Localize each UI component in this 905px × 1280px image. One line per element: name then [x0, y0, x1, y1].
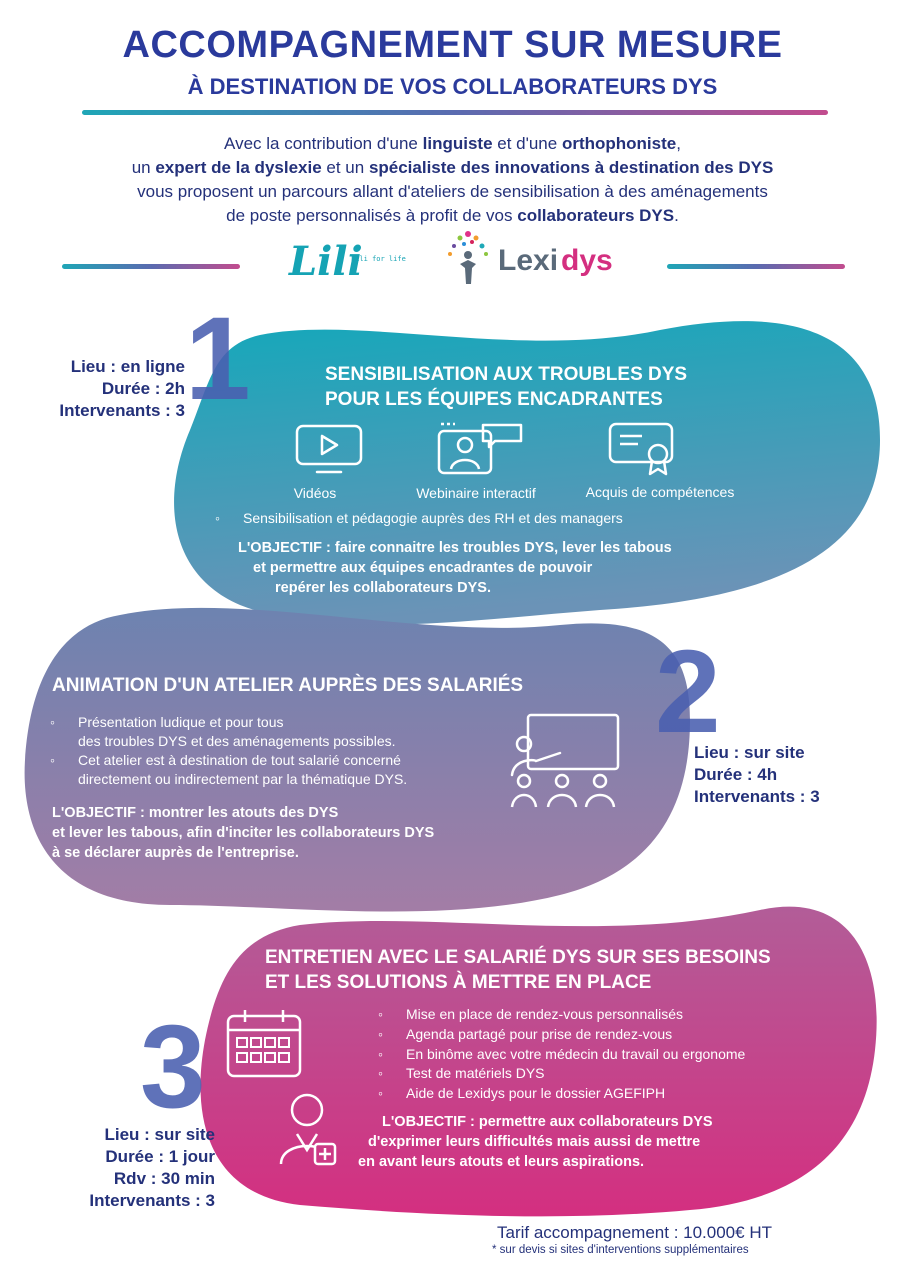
list-item: ◦ Aide de Lexidys pour le dossier AGEFIPH — [378, 1085, 666, 1102]
section1-title: SENSIBILISATION AUX TROUBLES DYS POUR LES ÉQUIPES ENCADRANTES — [325, 364, 688, 410]
section1-bullets — [215, 509, 623, 528]
icon-label-webinar: Webinaire interactif — [416, 485, 536, 501]
section3-info: Lieu : sur site Durée : 1 jour Rdv : 30 min Intervenants : 3 — [89, 1125, 215, 1210]
logo-divider-left — [62, 264, 240, 269]
icon-label-videos: Vidéos — [293, 485, 337, 501]
section2-bullets — [50, 713, 408, 789]
section3-title: ENTRETIEN AVEC LE SALARIÉ DYS SUR SES BESOINS ET LES SOLUTIONS À METTRE EN PLACE — [265, 947, 771, 993]
section3-bullets — [378, 1005, 746, 1104]
section2-objective: L'OBJECTIF : montrer les atouts des DYS et lever les tabous, afin d'inciter les collaborateurs DYS à se déclarer auprès de l'entreprise. — [52, 805, 435, 861]
section1-info: Lieu : en ligne Durée : 2h Intervenants : 3 — [59, 357, 185, 420]
list-item: ◦ Agenda partagé pour prise de rendez-vous — [378, 1025, 673, 1042]
list-item: ◦ Cet atelier est à destination de tout salarié concerné directement ou indirectement par la thématique DYS. — [50, 752, 408, 787]
step-number-1: 1 — [185, 293, 251, 425]
page-subtitle: À DESTINATION DE VOS COLLABORATEURS DYS — [187, 74, 718, 99]
lili-logo: Lili Lili for life — [289, 238, 406, 285]
step-number-3: 3 — [140, 1001, 206, 1133]
intro-text: Avec la contribution d'une linguiste et d'une orthophoniste, un expert de la dyslexie et un spécialiste des innovations à destination des DYS vous proposent un parcours allant d'ateliers de sensibilisation à des aménagements de poste personnalisés à profit de vos collaborateurs DYS. — [131, 134, 774, 225]
calendar-icon — [225, 1008, 305, 1080]
list-item: ◦ Mise en place de rendez-vous personnalisés — [378, 1006, 684, 1022]
doctor-icon — [277, 1090, 341, 1166]
lexidys-logo: Lexi dys — [446, 228, 626, 288]
section3-objective: L'OBJECTIF : permettre aux collaborateurs DYS d'exprimer leurs difficultés mais aussi de mettre en avant leurs atouts et leurs aspirations. — [358, 1114, 713, 1170]
lexidys-figure-icon — [446, 228, 492, 288]
page-title: ACCOMPAGNEMENT SUR MESURE — [122, 24, 783, 66]
pricing-text: Tarif accompagnement : 10.000€ HT — [497, 1223, 772, 1242]
list-item: ◦ Sensibilisation et pédagogie auprès des RH et des managers — [215, 510, 623, 526]
section1-objective: L'OBJECTIF : faire connaitre les troubles DYS, lever les tabous et permettre aux équipes encadrantes de pouvoir repérer les collaborateurs DYS. — [238, 540, 672, 596]
certificate-icon — [608, 420, 678, 476]
video-icon — [295, 424, 363, 476]
workshop-presentation-icon — [508, 713, 620, 811]
icon-label-skills: Acquis de compétences — [585, 484, 735, 500]
section2-title: ANIMATION D'UN ATELIER AUPRÈS DES SALARIÉS — [52, 675, 524, 696]
list-item: ◦ Test de matériels DYS — [378, 1065, 545, 1082]
list-item: ◦ En binôme avec votre médecin du travail ou ergonome — [378, 1045, 746, 1062]
webinar-icon — [437, 421, 525, 476]
pricing-note: * sur devis si sites d'interventions supplémentaires — [492, 1244, 749, 1256]
title-underline — [82, 110, 828, 115]
list-item: ◦ Présentation ludique et pour tous des troubles DYS et des aménagements possibles. — [50, 714, 396, 749]
logo-divider-right — [667, 264, 845, 269]
section2-info: Lieu : sur site Durée : 4h Intervenants : 3 — [694, 743, 820, 806]
step-number-2: 2 — [655, 626, 721, 758]
